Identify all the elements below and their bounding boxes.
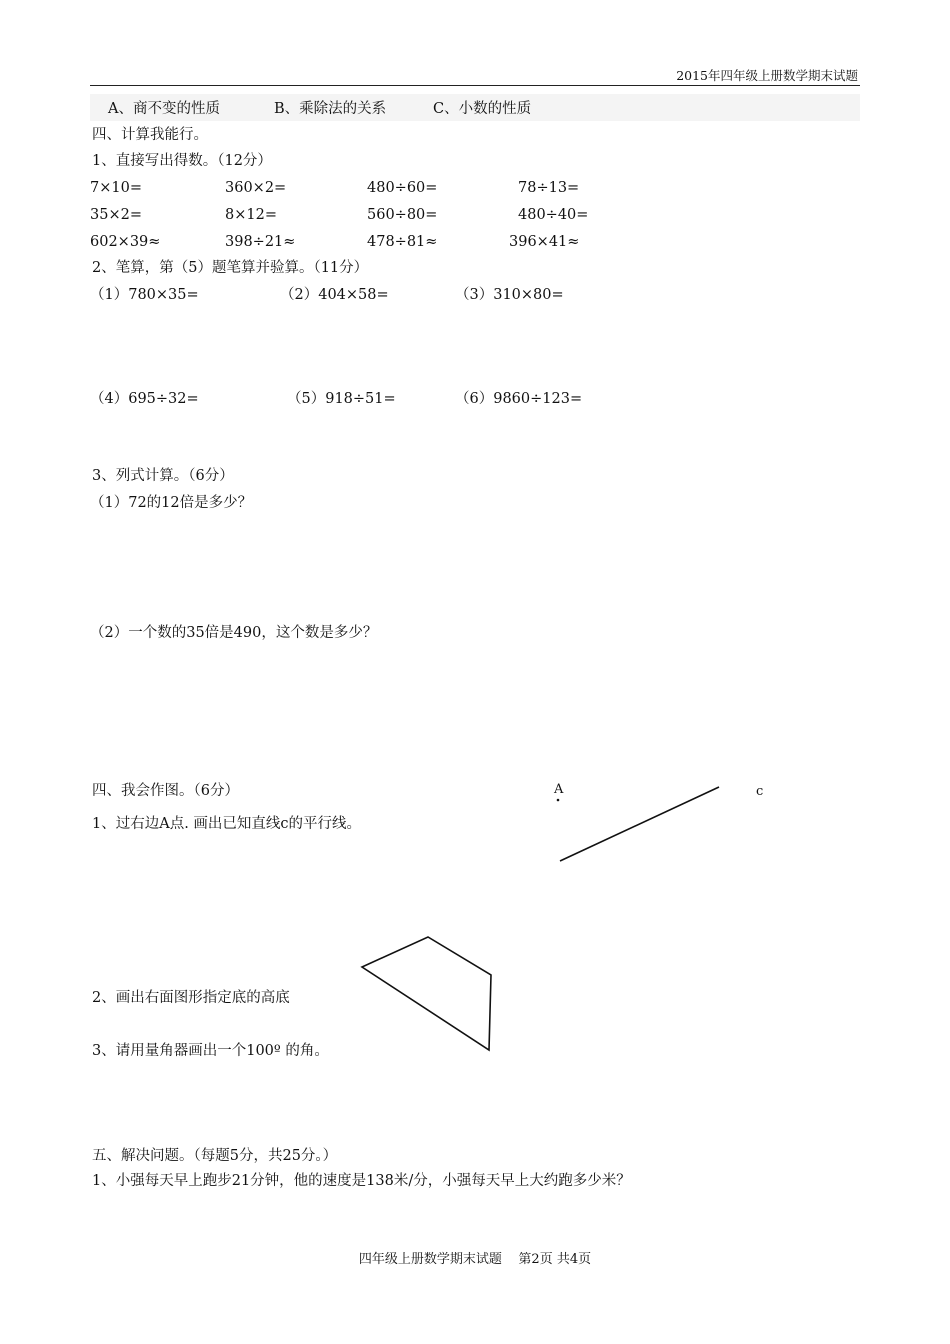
section-heading-draw: 四、我会作图。（6分） <box>92 783 239 799</box>
quadrilateral-figure <box>362 937 491 1050</box>
question-text: 3、请用量角器画出一个100º 的角。 <box>92 1043 329 1059</box>
option-a: A、商不变的性质 <box>108 101 220 117</box>
word-problem: （2）一个数的35倍是490，这个数是多少？ <box>90 625 378 641</box>
math-item: 560÷80= <box>367 207 438 223</box>
point-a-dot <box>557 799 560 802</box>
math-item: 602×39≈ <box>90 234 161 250</box>
math-item: （1）780×35= <box>90 287 199 303</box>
question-title: 1、直接写出得数。（12分） <box>92 153 272 169</box>
word-problem: （1）72的12倍是多少？ <box>90 495 253 511</box>
math-item: 396×41≈ <box>509 234 580 250</box>
line-c <box>560 787 719 861</box>
point-a-label: A <box>554 782 564 797</box>
page-header-title: 2015年四年级上册数学期末试题 <box>676 68 858 83</box>
math-item: 480÷60= <box>367 180 438 196</box>
math-item: 78÷13= <box>518 180 580 196</box>
math-item: （2）404×58= <box>280 287 389 303</box>
page-footer: 四年级上册数学期末试题 第2页 共4页 <box>358 1252 592 1267</box>
option-c: C、小数的性质 <box>433 101 532 117</box>
math-item: 35×2= <box>90 207 142 223</box>
math-item: 478÷81≈ <box>367 234 438 250</box>
math-item: 8×12= <box>225 207 277 223</box>
math-item: 480÷40= <box>518 207 589 223</box>
word-problem: 1、小强每天早上跑步21分钟，他的速度是138米/分，小强每天早上大约跑多少米？ <box>92 1173 631 1189</box>
math-item: （5）918÷51= <box>287 391 396 407</box>
math-item: 398÷21≈ <box>225 234 296 250</box>
question-title: 3、列式计算。（6分） <box>92 468 234 484</box>
option-b: B、乘除法的关系 <box>274 101 387 117</box>
math-item: 360×2= <box>225 180 287 196</box>
question-text: 1、过右边A点. 画出已知直线c的平行线。 <box>92 816 362 832</box>
math-item: 7×10= <box>90 180 142 196</box>
math-item: （3）310×80= <box>455 287 564 303</box>
section-heading-solve: 五、解决问题。（每题5分，共25分。） <box>92 1148 338 1164</box>
section-heading-calc: 四、计算我能行。 <box>92 127 208 143</box>
line-c-label: c <box>756 784 764 799</box>
math-item: （4）695÷32= <box>90 391 199 407</box>
math-item: （6）9860÷123= <box>455 391 583 407</box>
question-title: 2、笔算，第（5）题笔算并验算。（11分） <box>92 260 369 276</box>
question-text: 2、画出右面图形指定底的高底 <box>92 990 290 1006</box>
